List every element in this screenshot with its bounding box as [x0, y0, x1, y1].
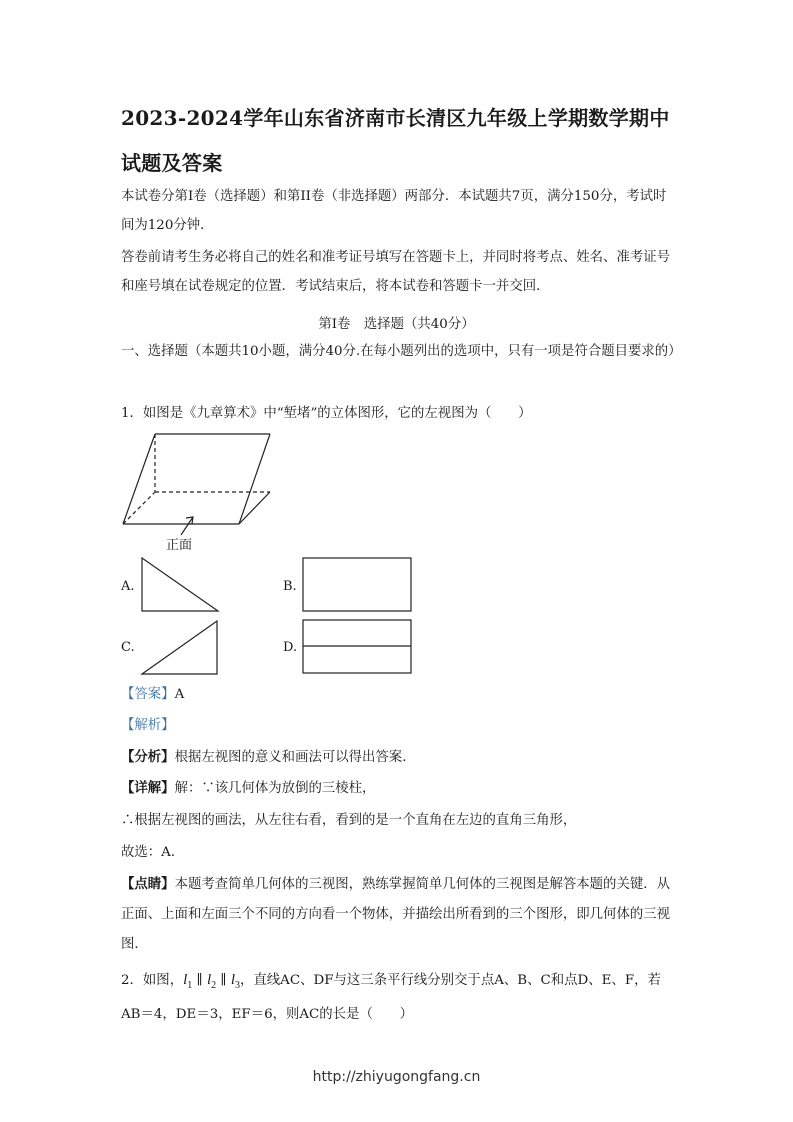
intro-paragraph-2: 答卷前请考生务必将自己的姓名和准考证号填写在答题卡上，并同时将考点、姓名、准考证号和座号填在试卷规定的位置．考试结束后，将本试卷和答题卡一并交回． [121, 250, 671, 294]
footer-url[interactable]: http://zhiyugongfang.cn [312, 1069, 481, 1085]
question-2-stem [121, 966, 677, 1000]
section-instruction: 一、选择题（本题共10小题，满分40分.在每小题列出的选项中，只有一项是符合题目要求的） [121, 344, 682, 359]
page-title: 2023-2024学年山东省济南市长清区九年级上学期数学期中试题及答案 [121, 106, 670, 175]
l1-symbol: $l_1$ [183, 972, 193, 991]
option-a-label: A. [121, 579, 135, 594]
intro-paragraph-1: 本试卷分第I卷（选择题）和第II卷（非选择题）两部分．本试题共7页，满分150分，考试时间为120分钟． [121, 189, 667, 233]
option-a-figure [140, 556, 222, 614]
xiangjie-text: 解：∵该几何体为放倒的三棱柱， [174, 781, 376, 796]
analysis-tag: 【解析】 [121, 718, 175, 733]
l3-symbol: $l_3$ [230, 972, 241, 991]
xiangjie-tag: 【详解】 [121, 780, 175, 796]
option-c-label: C. [121, 640, 135, 655]
dianjing-tag: 【点睛】 [121, 876, 175, 892]
answer-tag: 【答案】 [121, 687, 175, 702]
l2-symbol: $l_2$ [206, 972, 217, 991]
q2-suffix: ，直线AC、DF与这三条平行线分别交于点A、B、C和点D、E、F，若 [240, 973, 661, 988]
fenxi-tag: 【分析】 [121, 749, 175, 765]
answer-value: A [174, 687, 185, 702]
qiandu-solid-figure [115, 425, 285, 555]
front-view-label: 正面 [166, 538, 193, 553]
option-d-label: D. [283, 640, 298, 655]
option-b-label: B. [283, 579, 297, 594]
parallel-symbol-2: ∥ [216, 973, 231, 988]
section-title: 第I卷 选择题（共40分） [318, 317, 475, 332]
option-d-figure [302, 619, 414, 675]
question-1-stem: 1．如图是《九章算术》中“堑堵”的立体图形，它的左视图为（ ） [121, 406, 532, 421]
answer-line [121, 680, 677, 709]
dianjing-paragraph [121, 869, 677, 960]
fenxi-line [121, 743, 677, 772]
fenxi-text: 根据左视图的意义和画法可以得出答案． [174, 750, 416, 765]
parallel-symbol-1: ∥ [192, 973, 207, 988]
option-c-figure [140, 619, 222, 677]
option-b-figure [302, 557, 414, 613]
question-2-line-2: AB＝4，DE＝3，EF＝6，则AC的长是（ ） [121, 1007, 414, 1022]
dianjing-text: 本题考查简单几何体的三视图，熟练掌握简单几何体的三视图是解答本题的关键．从正面、上面和左面三个不同的方向看一个物体，并描绘出所看到的三个图形，即几何体的三视图． [121, 877, 671, 952]
solution-line-3: 故选：A． [121, 845, 185, 860]
solution-line-2: ∴根据左视图的画法，从左往右看，看到的是一个直角在左边的直角三角形， [121, 813, 577, 828]
q2-prefix: 2．如图， [121, 973, 184, 988]
xiangjie-line [121, 774, 677, 803]
